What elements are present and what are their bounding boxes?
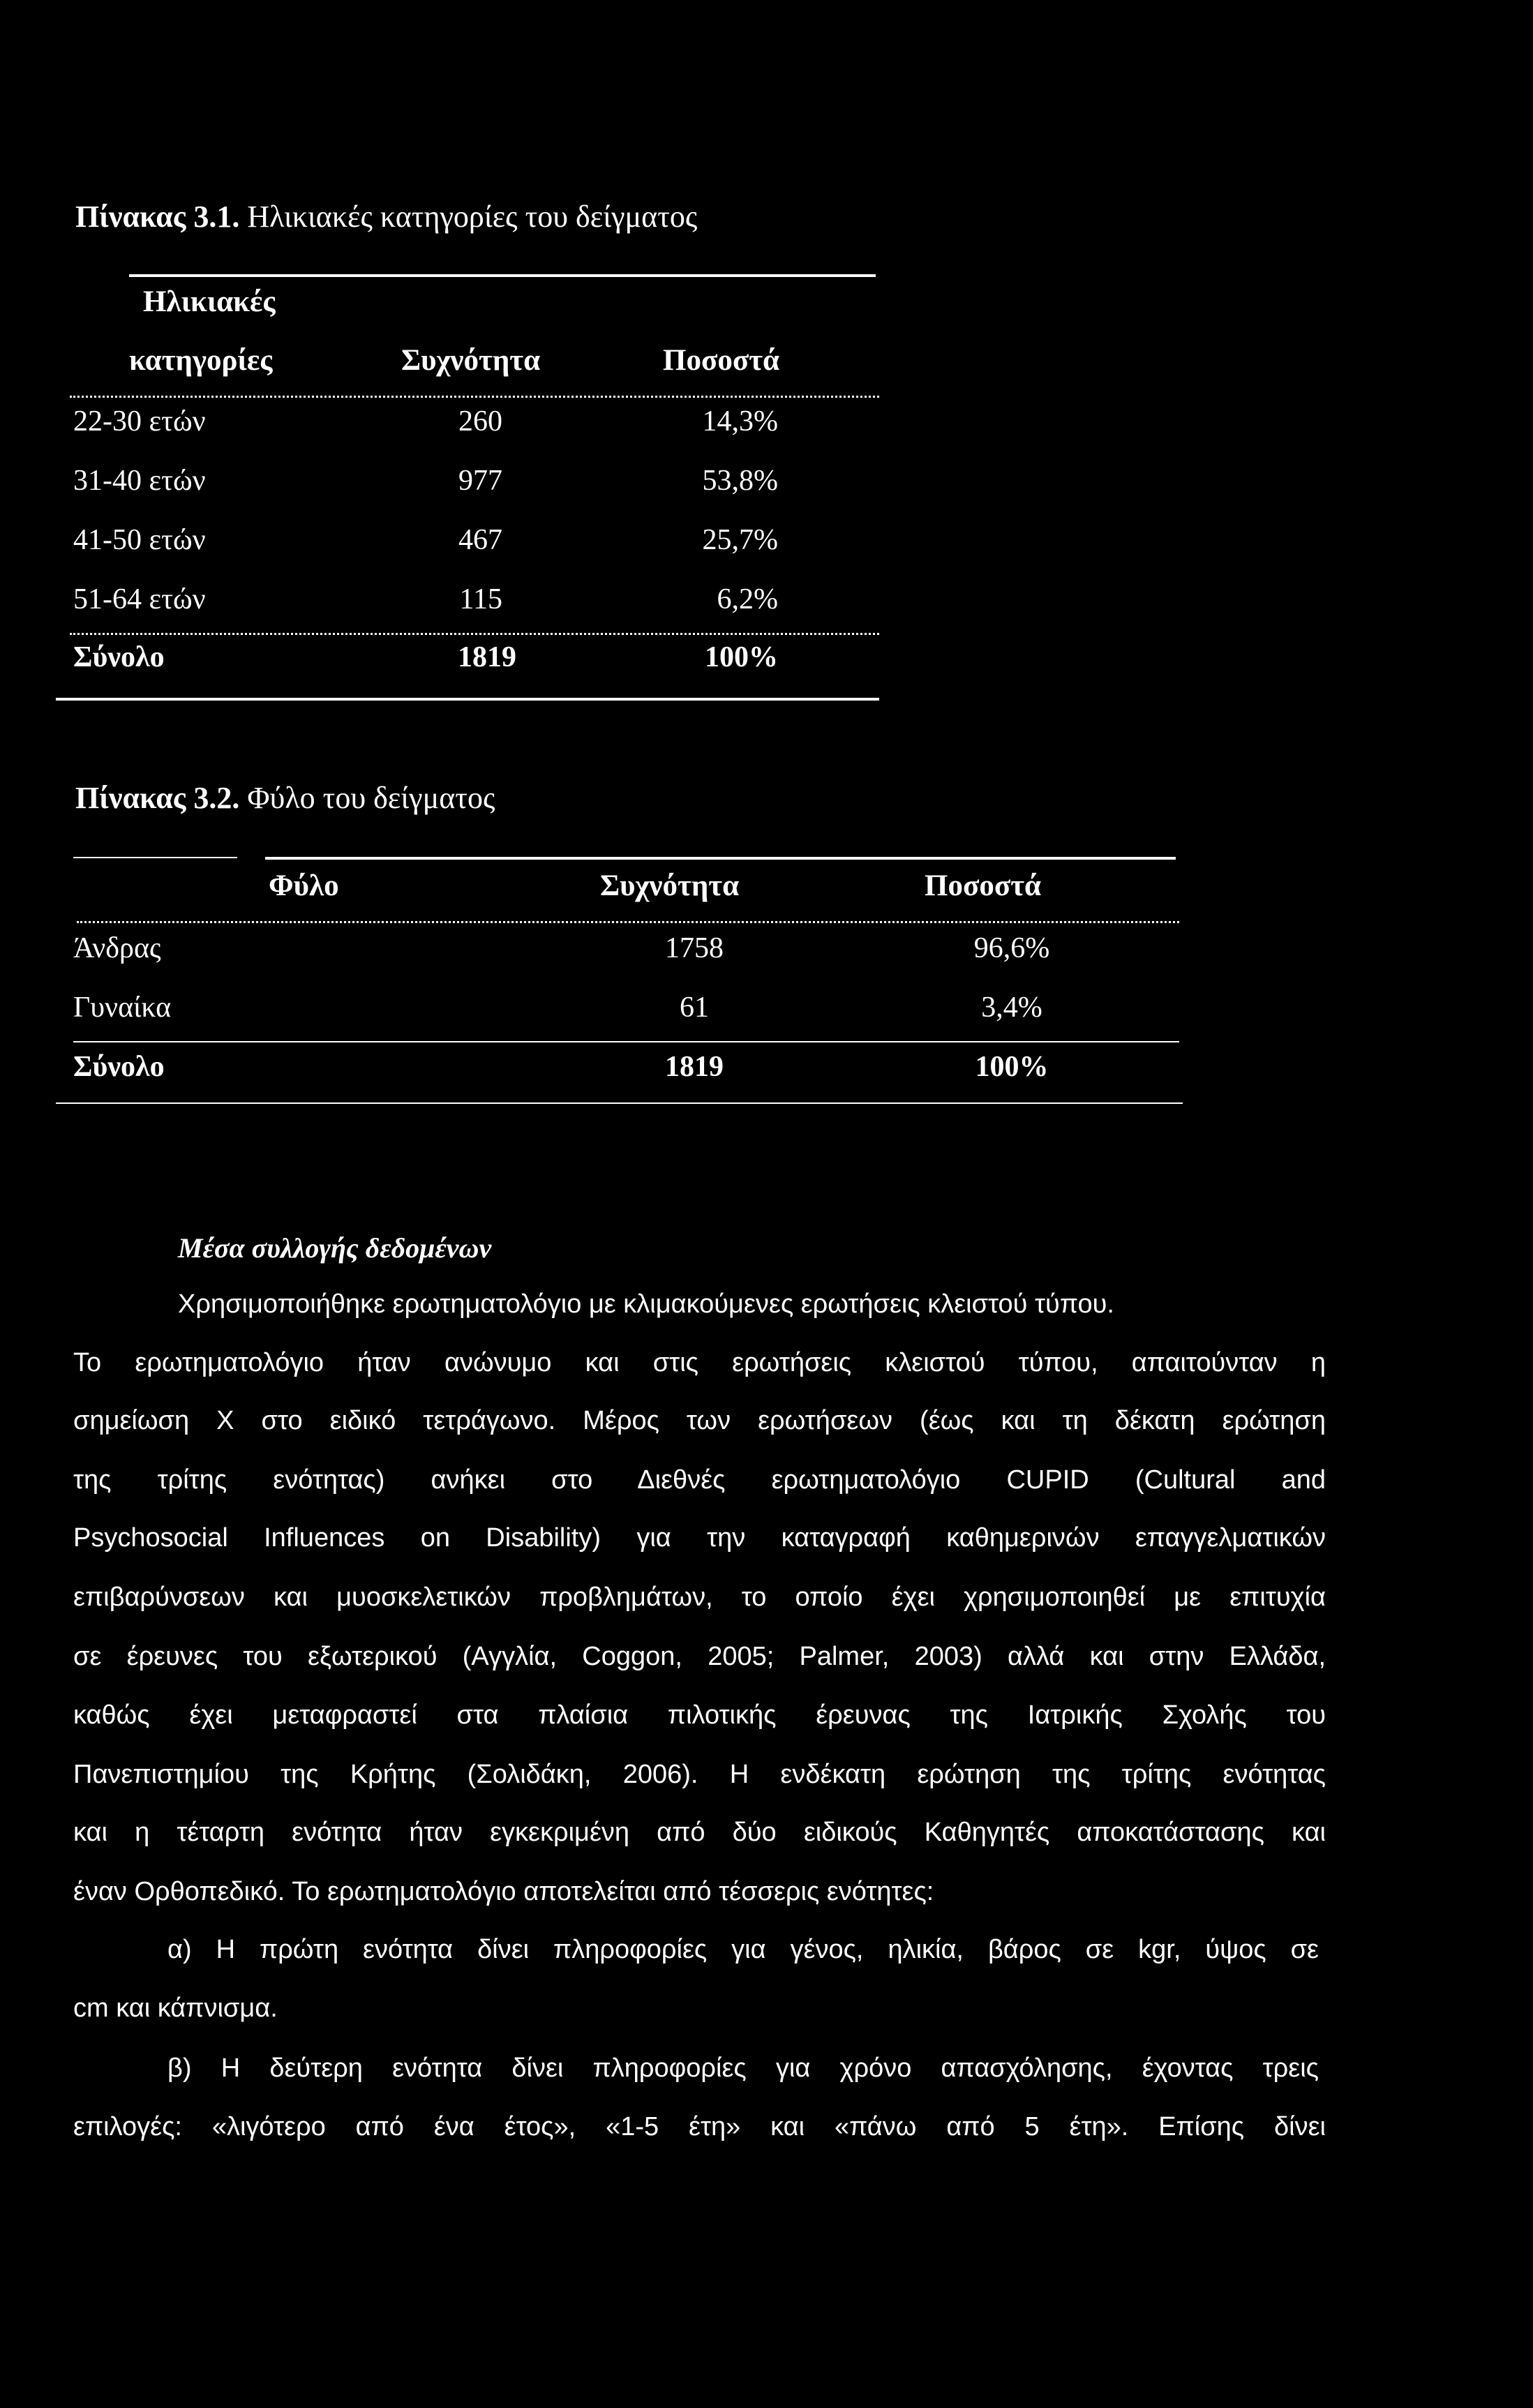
table2-cell-category: Γυναίκα: [73, 992, 172, 1024]
table2-header-category: Φύλο: [269, 869, 339, 902]
paragraph-line: καθώς έχει μεταφραστεί στα πλαίσια πιλοτικής έρευνας της Ιατρικής Σχολής του: [73, 1700, 1326, 1730]
table1-cell-percent: 25,7%: [702, 524, 778, 556]
table2-total-percent: 100%: [975, 1051, 1049, 1083]
list-item-line: β) Η δεύτερη ενότητα δίνει πληροφορίες για χρόνο απασχόλησης, έχοντας τρεις: [167, 2054, 1319, 2083]
list-item-line: α) Η πρώτη ενότητα δίνει πληροφορίες για γένος, ηλικία, βάρος σε kgr, ύψος σε: [167, 1935, 1319, 1964]
table2-total-category: Σύνολο: [73, 1051, 165, 1083]
table2-top-rule: [265, 857, 1176, 860]
table1-bottom-rule: [56, 698, 879, 701]
paragraph-line: Psychosocial Influences on Disability) για την καταγραφή καθημερινών επαγγελματικών: [73, 1523, 1326, 1553]
table1-cell-percent: 6,2%: [717, 583, 778, 615]
list-item-line: cm και κάπνισμα.: [73, 1994, 278, 2023]
table1-cell-percent: 14,3%: [702, 405, 778, 438]
table2-cell-percent: 3,4%: [981, 992, 1042, 1024]
table1-cell-category: 51-64 ετών: [73, 583, 206, 615]
paragraph-line: έναν Ορθοπεδικό. Το ερωτηματολόγιο αποτελείται από τέσσερις ενότητες:: [73, 1877, 934, 1906]
table2-header-rule: [77, 921, 1179, 923]
table1-header-category-line1: Ηλικιακές: [143, 285, 276, 318]
paragraph-line: επιβαρύνσεων και μυοσκελετικών προβλημάτων, το οποίο έχει χρησιμοποιηθεί με επιτυχία: [73, 1583, 1326, 1612]
table2-header-percent: Ποσοστά: [925, 869, 1042, 902]
table2-total-frequency: 1819: [665, 1051, 724, 1083]
table2-cell-frequency: 1758: [665, 932, 724, 964]
table1-header-percent: Ποσοστά: [663, 344, 780, 377]
table1-total-category: Σύνολο: [73, 641, 165, 673]
table1-caption: [75, 199, 697, 234]
paragraph-line: Χρησιμοποιήθηκε ερωτηματολόγιο με κλιμακούμενες ερωτήσεις κλειστού τύπου.: [178, 1289, 1114, 1319]
table1-cell-category: 31-40 ετών: [73, 465, 206, 497]
table1-total-percent: 100%: [705, 641, 778, 673]
table2-header-frequency: Συχνότητα: [600, 869, 740, 902]
table1-caption-text: Ηλικιακές κατηγορίες του δείγματος: [247, 200, 698, 234]
table2-caption-text: Φύλο του δείγματος: [247, 781, 495, 815]
table1-cell-category: 41-50 ετών: [73, 524, 206, 556]
table1-top-rule: [129, 274, 876, 277]
table1-total-frequency: 1819: [458, 641, 516, 673]
paragraph-line: σε έρευνες του εξωτερικού (Αγγλία, Coggon, 2005; Palmer, 2003) αλλά και στην Ελλάδα,: [73, 1642, 1326, 1671]
table2-caption-label: Πίνακας 3.2.: [75, 781, 240, 815]
table2-cell-frequency: 61: [680, 992, 709, 1024]
paragraph-line: Πανεπιστημίου της Κρήτης (Σολιδάκη, 2006). Η ενδέκατη ερώτηση της τρίτης ενότητας: [73, 1760, 1326, 1789]
table1-cell-frequency: 260: [458, 405, 502, 438]
table1-cell-frequency: 977: [458, 465, 502, 497]
table2-bottom-rule: [56, 1102, 1183, 1104]
table1-total-rule: [70, 633, 879, 635]
table1-header-rule: [70, 396, 879, 398]
section-title: Μέσα συλλογής δεδομένων: [178, 1232, 492, 1264]
table2-cell-category: Άνδρας: [73, 932, 161, 964]
paragraph-line: και η τέταρτη ενότητα ήταν εγκεκριμένη από δύο ειδικούς Καθηγητές αποκατάστασης και: [73, 1818, 1326, 1847]
table2-top-rule-left: [73, 857, 237, 858]
table1-header-frequency: Συχνότητα: [401, 344, 541, 377]
table1-cell-percent: 53,8%: [702, 465, 778, 497]
table1-cell-frequency: 467: [458, 524, 502, 556]
paragraph-line: της τρίτης ενότητας) ανήκει στο Διεθνές ερωτηματολόγιο CUPID (Cultural and: [73, 1465, 1326, 1495]
table1-cell-frequency: 115: [459, 583, 502, 615]
paragraph-line: σημείωση Χ στο ειδικό τετράγωνο. Μέρος των ερωτήσεων (έως και τη δέκατη ερώτηση: [73, 1406, 1326, 1435]
list-item-line: επιλογές: «λιγότερο από ένα έτος», «1-5 έτη» και «πάνω από 5 έτη». Επίσης δίνει: [73, 2112, 1326, 2141]
table2-caption: [75, 780, 495, 816]
paragraph-line: Το ερωτηματολόγιο ήταν ανώνυμο και στις ερωτήσεις κλειστού τύπου, απαιτούνταν η: [73, 1348, 1326, 1377]
table1-caption-label: Πίνακας 3.1.: [75, 200, 240, 234]
table2-cell-percent: 96,6%: [973, 932, 1050, 964]
table1-header-category-line2: κατηγορίες: [129, 344, 273, 377]
table2-total-rule: [73, 1041, 1179, 1042]
table1-cell-category: 22-30 ετών: [73, 405, 206, 438]
